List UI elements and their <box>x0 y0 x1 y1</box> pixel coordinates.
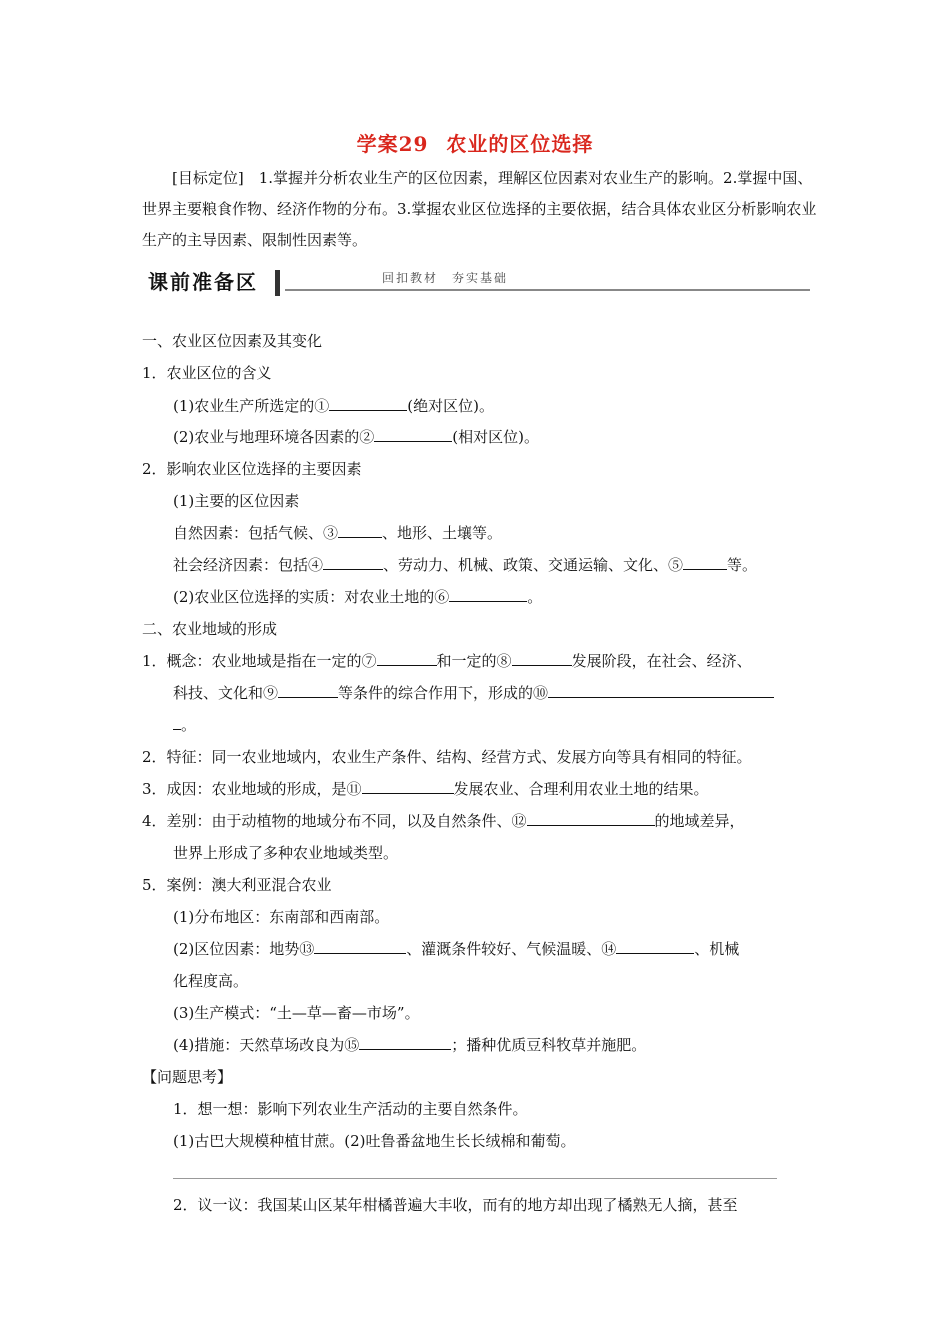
concept-line-2: 科技、文化和⑨ 等条件的综合作用下，形成的⑩ <box>173 683 774 703</box>
banner-rule <box>285 289 810 291</box>
question-1-items: (1)古巴大规模种植甘蔗。(2)吐鲁番盆地生长长绒棉和葡萄。 <box>173 1132 576 1150</box>
blank-7[interactable] <box>377 651 437 666</box>
blank-10-cont[interactable] <box>173 715 181 730</box>
item-1b: (2)农业与地理环境各因素的② (相对区位)。 <box>173 428 539 446</box>
case-item-1: (1)分布地区：东南部和西南部。 <box>173 908 390 926</box>
question-heading: 【问题思考】 <box>142 1068 233 1086</box>
blank-1[interactable] <box>329 396 407 411</box>
section-heading-1: 一、农业区位因素及其变化 <box>142 332 323 350</box>
question-2: 2．议一议：我国某山区某年柑橘普遍大丰收，而有的地方却出现了橘熟无人摘，甚至 <box>173 1196 738 1214</box>
title-prefix: 学案29 <box>356 132 429 156</box>
blank-3[interactable] <box>338 523 382 538</box>
case-item-2: (2)区位因素：地势⑬ 、灌溉条件较好、气候温暖、⑭ 、机械 <box>173 940 740 958</box>
blank-4[interactable] <box>323 555 383 570</box>
section-banner <box>142 268 810 300</box>
blank-5[interactable] <box>683 555 727 570</box>
question-1: 1．想一想：影响下列农业生产活动的主要自然条件。 <box>173 1100 528 1118</box>
blank-13[interactable] <box>314 939 406 954</box>
blank-2[interactable] <box>374 427 452 442</box>
item-2: 2．影响农业区位选择的主要因素 <box>142 460 362 478</box>
blank-9[interactable] <box>278 683 338 698</box>
item-2d: (2)农业区位选择的实质：对农业土地的⑥ 。 <box>173 588 543 606</box>
case-item-3: (3)生产模式：“土—草—畜—市场”。 <box>173 1004 420 1022</box>
banner-bar <box>275 270 280 296</box>
blank-14[interactable] <box>616 939 694 954</box>
blank-15[interactable] <box>359 1035 451 1050</box>
banner-subtitle: 回扣教材 夯实基础 <box>382 271 509 285</box>
concept-line-1: 1．概念：农业地域是指在一定的⑦ 和一定的⑧ 发展阶段，在社会、经济、 <box>142 652 752 670</box>
feature-line: 2．特征：同一农业地域内，农业生产条件、结构、经营方式、发展方向等具有相同的特征。 <box>142 748 752 766</box>
section-heading-2: 二、农业地域的形成 <box>142 620 278 638</box>
blank-12[interactable] <box>527 811 655 826</box>
page-title <box>0 128 950 157</box>
blank-8[interactable] <box>512 651 572 666</box>
blank-6[interactable] <box>449 587 527 602</box>
concept-line-3: 。 <box>173 715 196 735</box>
item-2c: 社会经济因素：包括④ 、劳动力、机械、政策、交通运输、文化、⑤ 等。 <box>173 556 758 574</box>
case-heading: 5．案例：澳大利亚混合农业 <box>142 876 332 894</box>
banner-label: 课前准备区 <box>142 268 264 296</box>
case-item-4: (4)措施：天然草场改良为⑮ ；播种优质豆科牧草并施肥。 <box>173 1036 647 1054</box>
difference-line-2: 世界上形成了多种农业地域类型。 <box>173 844 399 862</box>
objective-paragraph: [目标定位] 1.掌握并分析农业生产的区位因素，理解区位因素对农业生产的影响。2.掌握中国、世界主要粮食作物、经济作物的分布。3.掌握农业区位选择的主要依据，结合具体农业区分析影响农业生产的主导因素、限制性因素等。 <box>142 169 817 249</box>
answer-line[interactable] <box>173 1178 777 1179</box>
item-1: 1．农业区位的含义 <box>142 364 272 382</box>
blank-10[interactable] <box>548 683 774 698</box>
difference-line-1: 4．差别：由于动植物的地域分布不同，以及自然条件、⑫ 的地域差异， <box>142 812 745 830</box>
title-main: 农业的区位选择 <box>446 132 594 156</box>
blank-11[interactable] <box>362 779 454 794</box>
item-2a: (1)主要的区位因素 <box>173 492 300 510</box>
cause-line: 3．成因：农业地域的形成，是⑪ 发展农业、合理利用农业土地的结果。 <box>142 780 709 798</box>
item-2b: 自然因素：包括气候、③ 、地形、土壤等。 <box>173 524 503 542</box>
item-1a: (1)农业生产所选定的① (绝对区位)。 <box>173 397 494 415</box>
case-item-2-cont: 化程度高。 <box>173 972 249 990</box>
